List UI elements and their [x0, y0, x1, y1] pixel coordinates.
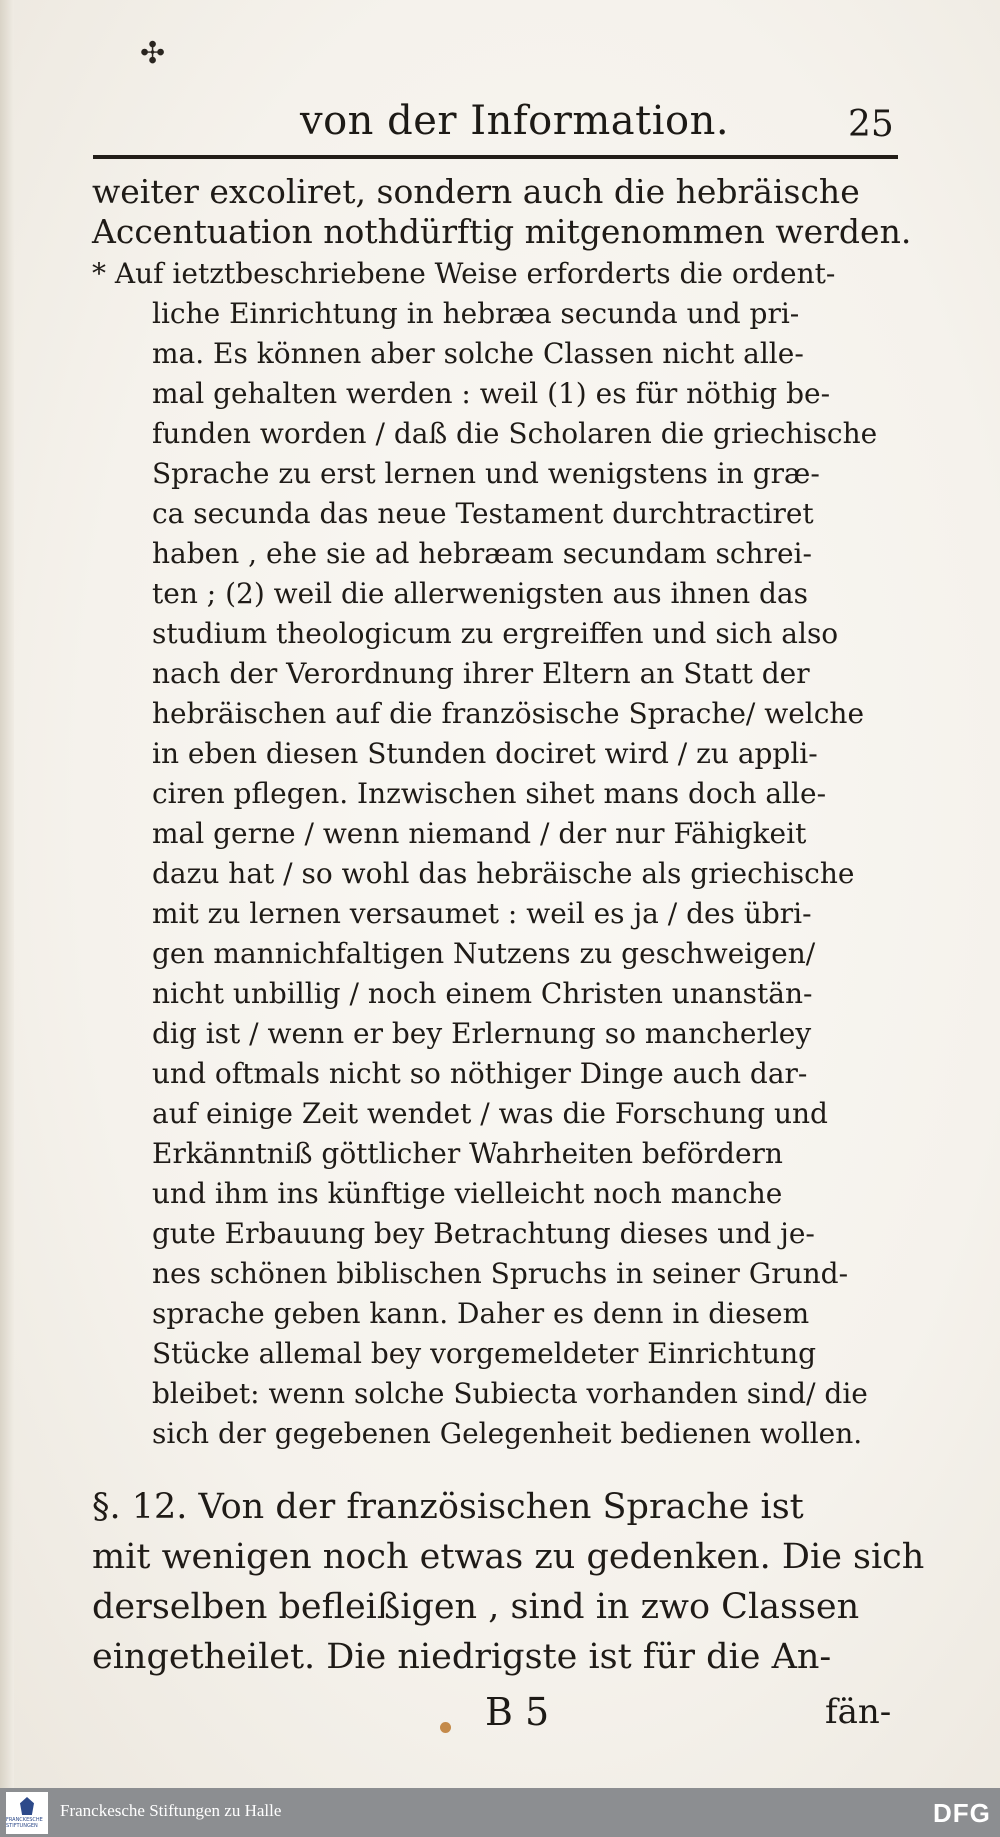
page-edge-shadow [0, 0, 14, 1788]
text-line: Erkänntniß göttlicher Wahrheiten befördern [152, 1137, 783, 1170]
section-heading-line: §. 12. Von der französischen Sprache ist [92, 1487, 804, 1527]
text-line: derselben befleißigen , sind in zwo Classen [92, 1587, 860, 1627]
text-line: dig ist / wenn er bey Erlernung so mancherley [152, 1017, 812, 1050]
text-line: sprache geben kann. Daher es denn in diesem [152, 1297, 810, 1330]
text-line: nach der Verordnung ihrer Eltern an Statt der [152, 657, 810, 690]
text-line: haben , ehe sie ad hebræam secundam schrei- [152, 537, 812, 570]
text-line: bleibet: wenn solche Subiecta vorhanden sind/ die [152, 1377, 868, 1410]
crest-icon [20, 1797, 34, 1815]
text-line: hebräischen auf die französische Sprache/ welche [152, 697, 865, 730]
signature-mark: B 5 [485, 1690, 550, 1734]
text-line: in eben diesen Stunden dociret wird / zu appli- [152, 737, 818, 770]
dfg-logo[interactable]: DFG [933, 1798, 991, 1828]
text-line: und ihm ins künftige vielleicht noch manche [152, 1177, 783, 1210]
running-head: von der Information. [300, 98, 730, 144]
header-rule [93, 155, 898, 159]
ornament-mark: ✣ [140, 36, 166, 71]
text-line: ten ; (2) weil die allerwenigsten aus ihnen das [152, 577, 808, 610]
text-line: nes schönen biblischen Spruchs in seiner Grund- [152, 1257, 849, 1290]
text-line: ma. Es können aber solche Classen nicht alle- [152, 337, 804, 370]
text-line: mal gerne / wenn niemand / der nur Fähigkeit [152, 817, 807, 850]
text-line: ca secunda das neue Testament durchtractiret [152, 497, 814, 530]
text-line: mit zu lernen versaumet : weil es ja / des übri- [152, 897, 812, 930]
text-line: sich der gegebenen Gelegenheit bedienen wollen. [152, 1417, 863, 1450]
text-line: Accentuation nothdürftig mitgenommen werden. [92, 212, 912, 251]
text-line: studium theologicum zu ergreiffen und sich also [152, 617, 839, 650]
text-line: Stücke allemal bey vorgemeldeter Einrichtung [152, 1337, 817, 1370]
text-line: mit wenigen noch etwas zu gedenken. Die sich [92, 1537, 925, 1577]
text-line: funden worden / daß die Scholaren die griechische [152, 417, 878, 450]
logo-text: FRANCKESCHE STIFTUNGEN [6, 1817, 43, 1829]
paper-stain [440, 1722, 451, 1733]
text-line: liche Einrichtung in hebræa secunda und pri- [152, 297, 800, 330]
text-line: nicht unbillig / noch einem Christen unanstän- [152, 977, 813, 1010]
text-line: * Auf ietztbeschriebene Weise erforderts die ordent- [92, 257, 836, 290]
institution-logo-icon[interactable] [6, 1792, 48, 1834]
text-line: und oftmals nicht so nöthiger Dinge auch dar- [152, 1057, 808, 1090]
text-line: eingetheilet. Die niedrigste ist für die An- [92, 1637, 832, 1677]
text-line: Sprache zu erst lernen und wenigstens in græ- [152, 457, 820, 490]
text-line: gute Erbauung bey Betrachtung dieses und je- [152, 1217, 815, 1250]
institution-name[interactable]: Franckesche Stiftungen zu Halle [60, 1801, 282, 1820]
text-line: weiter excoliret, sondern auch die hebräische [92, 172, 860, 211]
text-line: mal gehalten werden : weil (1) es für nöthig be- [152, 377, 831, 410]
text-line: ciren pflegen. Inzwischen sihet mans doch alle- [152, 777, 827, 810]
text-line: auf einige Zeit wendet / was die Forschung und [152, 1097, 828, 1130]
viewer-footer-bar [0, 1788, 1000, 1837]
text-line: dazu hat / so wohl das hebräische als griechische [152, 857, 855, 890]
page-number: 25 [848, 104, 894, 145]
text-line: gen mannichfaltigen Nutzens zu geschweigen/ [152, 937, 816, 970]
catchword: fän- [825, 1692, 892, 1732]
